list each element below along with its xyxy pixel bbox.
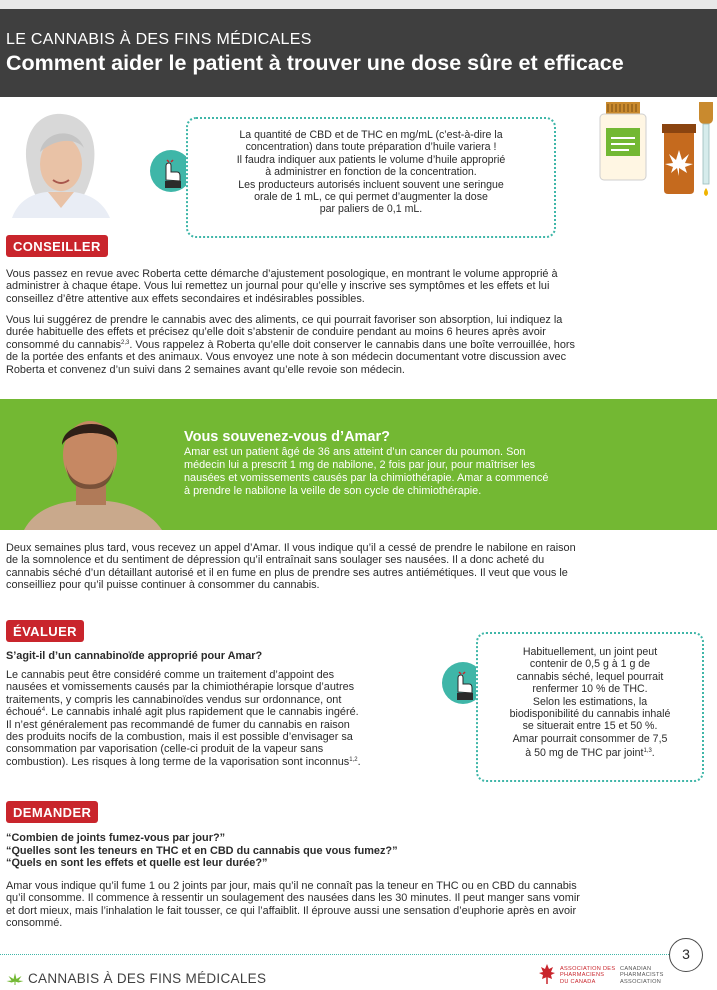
cannabis-leaf-icon [6, 973, 24, 988]
citation: 4 [41, 707, 46, 714]
section-tag-conseiller: CONSEILLER [6, 235, 108, 257]
evaluer-paragraph: Le cannabis peut être considéré comme un traitement d’appoint des nausées et vomissements causés par la chimiothérapie lorsque d’autres traitements, y compris les cannabinoïdes vendus sur ordonnance, ont échoué$^4$. Le cannabis inhalé agit plus rapidement que le cannabis ingéré. Il n’est généralement pas recommandé de fumer du cannabis en raison des produits nocifs de la combustion, mais il est possible d’envisager sa consommation par vaporisation (celle-ci produit de la vapeur sans combustion). Les risques à long terme de la vaporisation sont inconnus$^{1,2}$. [6, 669, 361, 768]
demander-questions: “Combien de joints fumez-vous par jour?” “Quelles sont les teneurs en THC et en CBD du cannabis que vous fumez?” “Quels en sont les effets et quelle est leur durée?” [6, 832, 398, 870]
oil-bottle-icon [600, 102, 646, 180]
amar-band-text: Amar est un patient âgé de 36 ans atteint d’un cancer du poumon. Son médecin lui a prescrit 1 mg de nabilone, 2 fois par jour, pour maîtriser les nausées et vomissements causés par la chimiothérapie. Amar a commencé à prendre le nabilone la veille de son cycle de chimiothérapie. [184, 446, 549, 497]
tip-line: orale de 1 mL, ce qui permet d’augmenter la dose [254, 191, 488, 204]
tip-line: concentration) dans toute préparation d’huile variera ! [245, 141, 497, 154]
citation: 1,2 [349, 756, 358, 763]
amar-reminder-band [0, 399, 717, 530]
tip-line: Il faudra indiquer aux patients le volume d’huile approprié [236, 153, 506, 166]
demander-answer: Amar vous indique qu’il fume 1 ou 2 joints par jour, mais qu’il ne connaît pas la teneur en THC ou en CBD du cannabis qu’il consomme. Il commence à ressentir un soulagement des nausées dans les 30 minutes. Il peut manger sans vomir et dort mieux, mais l’inhalation le fait tousser, ce qui l’affaiblit. Il éprouve aussi une sensation d’euphorie après en avoir consommé. [6, 880, 580, 930]
cpha-logo [538, 964, 556, 984]
amar-band-title: Vous souvenez-vous d’Amar? [184, 429, 390, 445]
tip-box-joint: Habituellement, un joint peut contenir de 0,5 g à 1 g de cannabis séché, lequel pourrait renfermer 10 % de THC. Selon les estimations, la biodisponibilité du cannabis inhalé se situerait entre 15 et 50 %. Amar pourrait consommer de 7,5 à 50 mg de THC par joint$^{1,3}$. [476, 632, 704, 782]
tip-box-dose [186, 117, 556, 238]
tip-line: Les producteurs autorisés incluent souvent une seringue [238, 178, 504, 191]
section-tag-evaluer: ÉVALUER [6, 620, 84, 642]
conseiller-paragraph-1: Vous passez en revue avec Roberta cette démarche d’ajustement posologique, en montrant le volume approprié à administrer à chaque étape. Vous lui remettez un journal pour qu’elle y inscrive ses symptômes et les effets et lui conseillez d’être attentive aux effets secondaires et indésirables possibles. [6, 268, 558, 305]
section-tag-demander: DEMANDER [6, 801, 98, 823]
footer-brand [6, 971, 266, 988]
page-number: 3 [669, 938, 703, 972]
top-strip [0, 0, 717, 9]
association-name-fr: ASSOCIATION DES PHARMACIENS DU CANADA [560, 966, 616, 985]
tip-line: La quantité de CBD et de THC en mg/mL (c’est-à-dire la [239, 129, 503, 141]
evaluer-question: S’agit-il d’un cannabinoïde approprié pour Amar? [6, 650, 263, 662]
citation: 1,3 [643, 748, 652, 755]
footer-brand-text: CANNABIS À DES FINS MÉDICALES [28, 971, 267, 986]
association-name-en: CANADIAN PHARMACISTS ASSOCIATION [620, 966, 664, 985]
page-header [0, 9, 717, 97]
conseiller-paragraph-2: Vous lui suggérez de prendre le cannabis avec des aliments, ce qui pourrait favoriser son absorption, lui indiquez la durée habituelle des effets et précisez qu’elle doit s’abstenir de conduire pendant au moins 6 heures après avoir consommé du cannabis$^{2,3}$. Vous rappelez à Roberta qu’elle doit conserver le cannabis dans une boîte verrouillée, hors de la portée des enfants et des animaux. Vous envoyez une note à son médecin documentant votre discussion avec Roberta et convenez d’un suivi dans 2 semaines avant qu’elle revoie son médecin. [6, 314, 575, 376]
tip-line: par paliers de 0,1 mL. [319, 203, 423, 216]
followup-paragraph: Deux semaines plus tard, vous recevez un appel d’Amar. Il vous indique qu’il a cessé de prendre le nabilone en raison de la somnolence et du sentiment de dépression qu’il entraînait sans soulager ses nausées. Il a donc acheté du cannabis séché d’un détaillant autorisé et il en fume en plus de prendre ses autres antiémétiques. Il veut que vous le conseilliez pour qu’il puisse continuer à consommer du cannabis. [6, 542, 576, 592]
oil-bottles-illustration [596, 102, 717, 206]
tip-line: à administrer en fonction de la concentration. [265, 166, 477, 179]
citation: 2,3 [121, 339, 130, 346]
roberta-portrait [6, 108, 110, 218]
dropper-icon [662, 102, 713, 196]
amar-portrait [14, 407, 164, 530]
page-title: Comment aider le patient à trouver une dose sûre et efficace [6, 51, 624, 75]
header-kicker: LE CANNABIS À DES FINS MÉDICALES [6, 31, 312, 48]
footer-divider [0, 954, 669, 955]
